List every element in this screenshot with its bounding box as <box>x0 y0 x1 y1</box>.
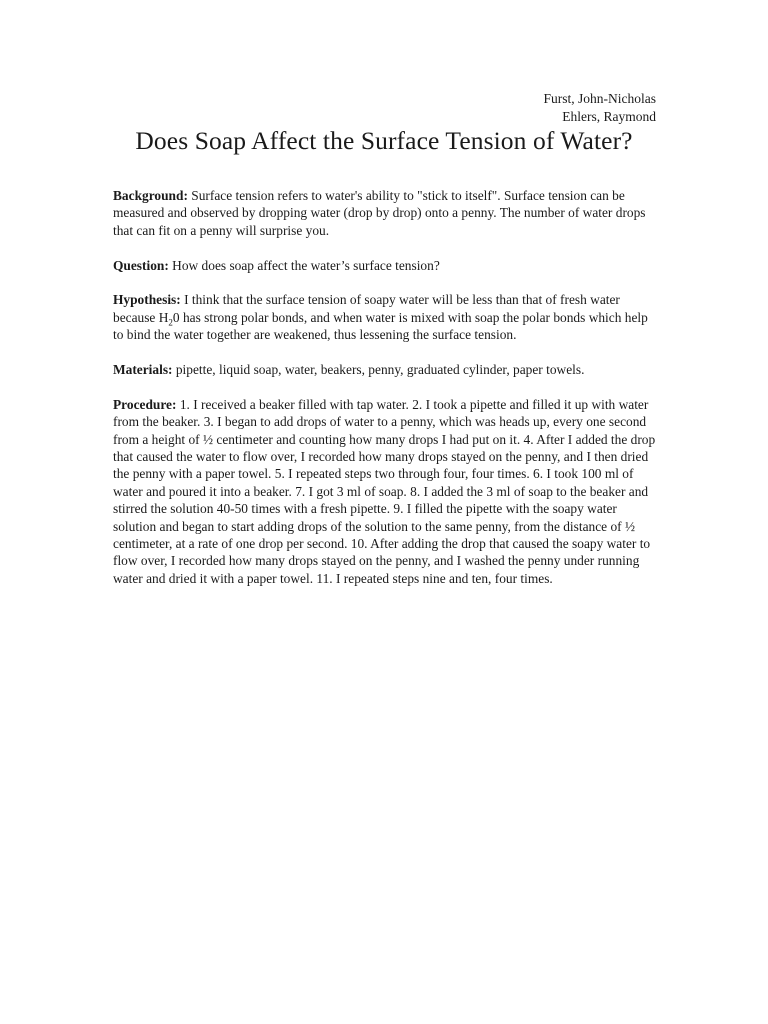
document-body <box>113 187 658 605</box>
materials-text: pipette, liquid soap, water, beakers, penny, graduated cylinder, paper towels. <box>175 362 585 378</box>
document-title: Does Soap Affect the Surface Tension of Water? <box>135 126 633 155</box>
hypothesis-text-start: I think that the surface tension of soapy water will be less than that of fresh water because H <box>113 292 620 325</box>
background-label: Background: <box>113 188 188 203</box>
hypothesis-text-end: 0 has strong polar bonds, and when water is mixed with soap the polar bonds which help to bind the water together are weakened, thus lessening the surface tension. <box>113 309 648 343</box>
background-text: Surface tension refers to water's ability to "stick to itself". Surface tension can be measured and observed by dropping water (drop by drop) onto a penny. The number of water drops that can fit on a penny will surprise you. <box>113 188 646 238</box>
procedure-text: 1. I received a beaker filled with tap water. 2. I took a pipette and filled it up with water from the beaker. 3. I began to add drops of water to a penny, which was heads up, every one second from a height of ½ centimeter and counting how many drops I had put on it. 4. After I added the drop that caused the water to flow over, I recorded how many drops stayed on the penny, and I then dried the penny with a paper towel. 5. I repeated steps two through four, four times. 6. I took 100 ml of water and poured it into a beaker. 7. I got 3 ml of soap. 8. I added the 3 ml of soap to the beaker and stirred the solution 40-50 times with a fresh pipette. 9. I filled the pipette with the soapy water solution and began to start adding drops of the solution to the same penny, from the distance of ½ centimeter, at a rate of one drop per second. 10. After adding the drop that caused the soapy water to flow over, I recorded how many drops stayed on the penny, and I washed the penny under running water and dried it with a paper towel. 11. I repeated steps nine and ten, four times. <box>113 396 656 586</box>
question-text: How does soap affect the water’s surface tension? <box>172 257 440 273</box>
author-block <box>544 90 657 126</box>
hypothesis-section <box>113 291 658 343</box>
background-section <box>113 187 658 239</box>
procedure-section <box>113 396 658 587</box>
question-section <box>113 257 658 274</box>
author-name: Furst, John-Nicholas <box>543 91 656 106</box>
materials-label: Materials: <box>113 362 173 378</box>
hypothesis-subscript: 2 <box>168 317 173 328</box>
procedure-label: Procedure: <box>113 396 177 412</box>
question-label: Question: <box>113 257 169 273</box>
materials-section <box>113 361 658 378</box>
hypothesis-label: Hypothesis: <box>113 292 181 308</box>
author-name: Ehlers, Raymond <box>562 109 656 124</box>
